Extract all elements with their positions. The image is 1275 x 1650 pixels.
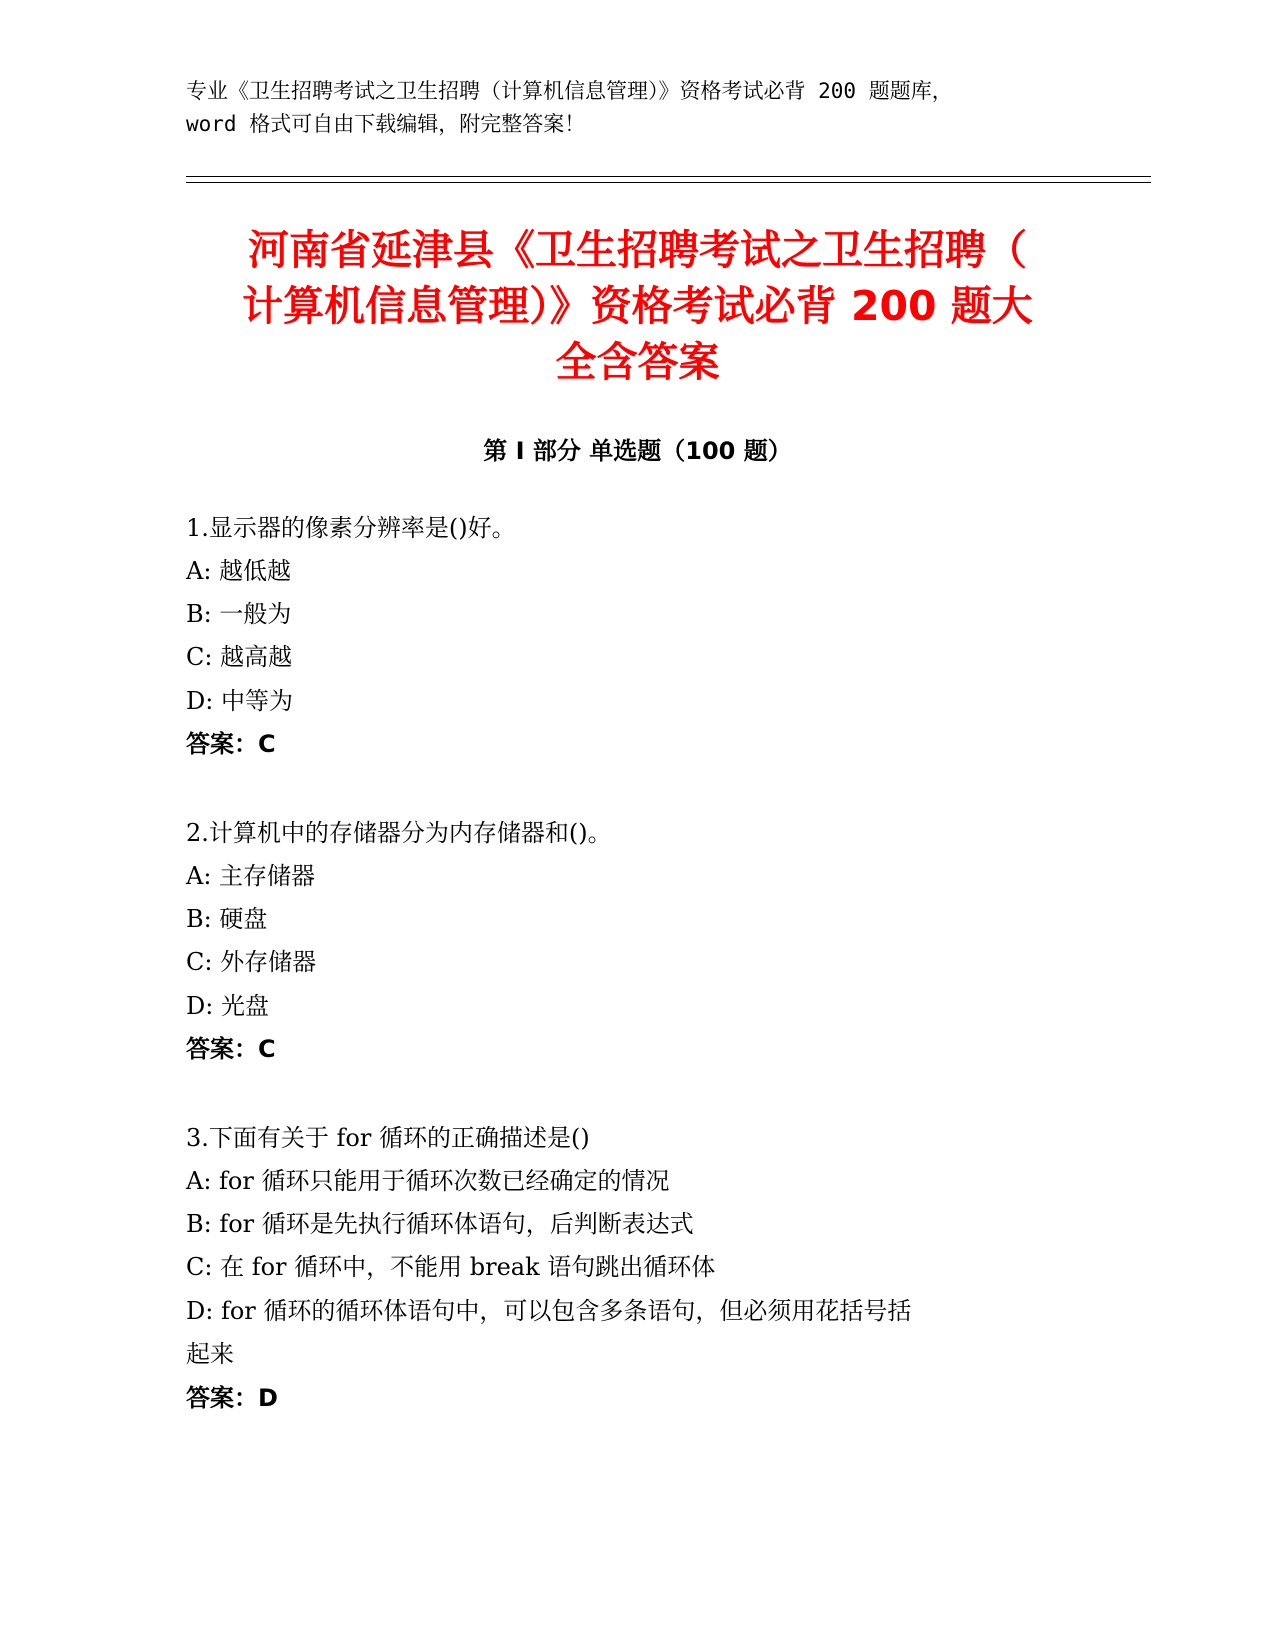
question-1-answer: 答案：C <box>186 730 276 758</box>
question-3-stem: 3.下面有关于 for 循环的正确描述是() <box>186 1124 590 1152</box>
question-3-option-b: B: for 循环是先执行循环体语句，后判断表达式 <box>186 1210 694 1238</box>
question-2-stem: 2.计算机中的存储器分为内存储器和()。 <box>186 819 612 847</box>
question-3-option-d: D: for 循环的循环体语句中，可以包含多条语句，但必须用花括号括 <box>186 1297 912 1325</box>
question-1-option-b: B: 一般为 <box>186 600 292 628</box>
section-heading: 第 I 部分 单选题（100 题） <box>483 437 792 465</box>
question-3-option-a: A: for 循环只能用于循环次数已经确定的情况 <box>186 1167 670 1195</box>
question-1-option-c: C: 越高越 <box>186 643 293 671</box>
header-text-line-2: word 格式可自由下载编辑，附完整答案！ <box>186 112 586 136</box>
question-3-option-c: C: 在 for 循环中，不能用 break 语句跳出循环体 <box>186 1253 716 1281</box>
question-1-option-d: D: 中等为 <box>186 687 293 715</box>
question-1-option-a: A: 越低越 <box>186 557 292 585</box>
question-3-option-d-continued: 起来 <box>186 1340 234 1368</box>
title-line-1: 河南省延津县《卫生招聘考试之卫生招聘（ <box>248 226 1027 274</box>
title-line-3: 全含答案 <box>555 338 720 386</box>
header-divider-bottom <box>186 182 1151 183</box>
question-2-answer: 答案：C <box>186 1035 276 1063</box>
document-title <box>170 222 1105 390</box>
question-2-option-a: A: 主存储器 <box>186 862 316 890</box>
header-text-line-1: 专业《卫生招聘考试之卫生招聘（计算机信息管理）》资格考试必背 200 题题库， <box>186 79 953 103</box>
question-2-option-d: D: 光盘 <box>186 992 269 1020</box>
question-2-option-c: C: 外存储器 <box>186 948 317 976</box>
header-divider-top <box>186 176 1151 177</box>
question-2-option-b: B: 硬盘 <box>186 905 268 933</box>
question-1-stem: 1.显示器的像素分辨率是()好。 <box>186 514 516 542</box>
question-3-answer: 答案：D <box>186 1384 278 1412</box>
title-line-2: 计算机信息管理）》资格考试必背 200 题大 <box>242 282 1033 330</box>
